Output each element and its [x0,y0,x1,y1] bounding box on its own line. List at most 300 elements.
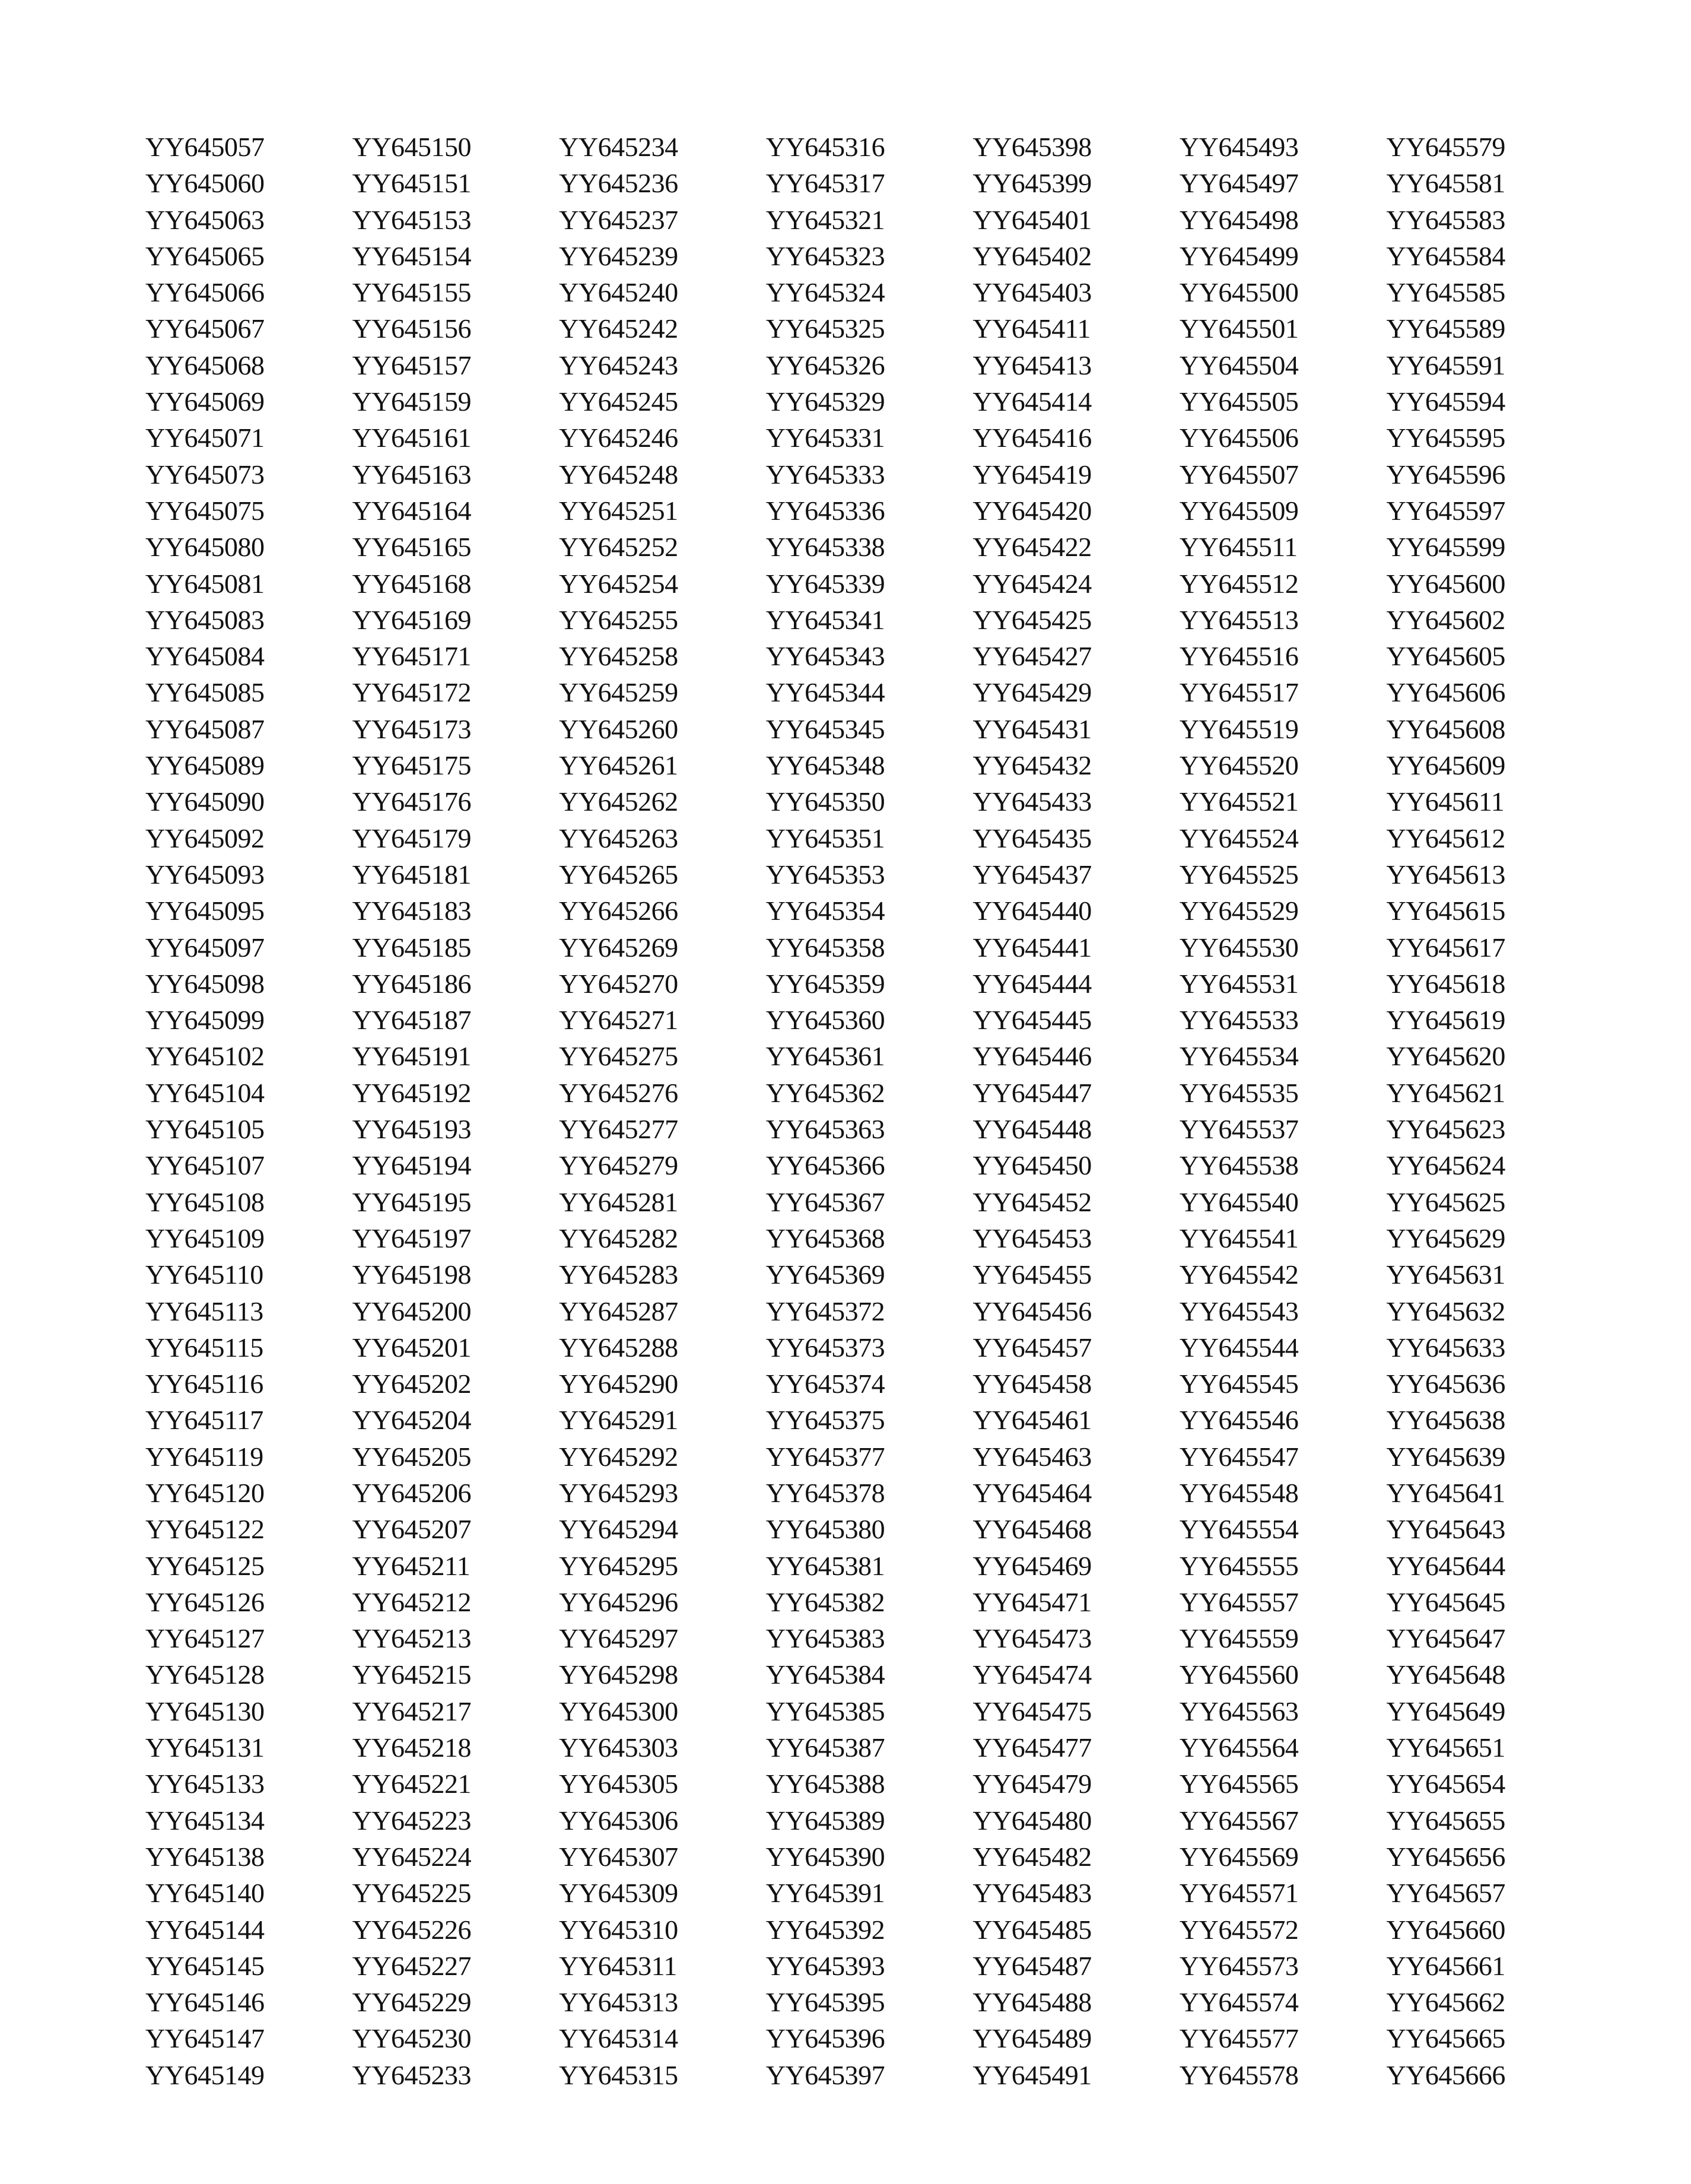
id-entry: YY645130 [145,1696,265,1726]
id-entry: YY645432 [972,750,1092,781]
id-entry: YY645416 [972,423,1092,453]
id-entry: YY645134 [145,1805,265,1836]
id-entry: YY645081 [145,568,265,599]
id-entry: YY645105 [145,1114,265,1145]
id-entry: YY645161 [352,423,472,453]
id-entry: YY645187 [352,1005,472,1036]
id-entry: YY645138 [145,1841,265,1872]
id-entry: YY645230 [352,2023,472,2054]
id-entry: YY645595 [1386,423,1505,453]
id-entry: YY645128 [145,1659,265,1690]
id-entry: YY645296 [559,1586,678,1617]
id-entry: YY645534 [1179,1041,1299,1072]
id-entry: YY645623 [1386,1114,1505,1145]
id-entry: YY645341 [765,604,885,635]
id-entry: YY645276 [559,1077,678,1108]
id-entry: YY645287 [559,1296,678,1326]
id-entry: YY645609 [1386,750,1505,781]
id-entry: YY645452 [972,1186,1092,1217]
id-entry: YY645305 [559,1769,678,1799]
id-entry: YY645531 [1179,968,1299,999]
id-entry: YY645068 [145,350,265,380]
id-entry: YY645339 [765,568,885,599]
id-entry: YY645448 [972,1114,1092,1145]
id-entry: YY645506 [1179,423,1299,453]
id-entry: YY645471 [972,1586,1092,1617]
id-entry: YY645559 [1179,1623,1299,1654]
id-entry: YY645440 [972,896,1092,926]
id-entry: YY645075 [145,495,265,526]
id-entry: YY645541 [1179,1223,1299,1253]
id-entry: YY645511 [1179,532,1298,563]
id-entry: YY645171 [352,641,472,672]
id-entry: YY645480 [972,1805,1092,1836]
id-entry: YY645600 [1386,568,1505,599]
id-entry: YY645191 [352,1041,472,1072]
id-entry: YY645367 [765,1186,885,1217]
id-entry: YY645557 [1179,1586,1299,1617]
id-entry: YY645497 [1179,168,1299,199]
id-entry: YY645647 [1386,1623,1505,1654]
id-entry: YY645479 [972,1769,1092,1799]
id-entry: YY645613 [1386,859,1505,890]
id-column-7 [1386,129,1593,2093]
id-entry: YY645314 [559,2023,678,2054]
id-entry: YY645243 [559,350,678,380]
id-entry: YY645315 [559,2059,678,2090]
id-entry: YY645173 [352,713,472,744]
id-entry: YY645474 [972,1659,1092,1690]
id-entry: YY645644 [1386,1550,1505,1581]
id-entry: YY645487 [972,1950,1092,1981]
id-entry: YY645218 [352,1732,472,1763]
id-entry: YY645444 [972,968,1092,999]
id-entry: YY645309 [559,1878,678,1909]
id-entry: YY645324 [765,277,885,308]
id-entry: YY645313 [559,1987,678,2018]
id-entry: YY645172 [352,677,472,708]
id-entry: YY645234 [559,132,678,162]
id-column-1 [145,129,352,2093]
id-entry: YY645548 [1179,1477,1299,1508]
id-entry: YY645641 [1386,1477,1505,1508]
id-entry: YY645489 [972,2023,1092,2054]
id-entry: YY645457 [972,1332,1092,1363]
id-entry: YY645571 [1179,1878,1299,1909]
id-entry: YY645461 [972,1405,1092,1436]
id-entry: YY645229 [352,1987,472,2018]
id-entry: YY645251 [559,495,678,526]
id-entry: YY645543 [1179,1296,1299,1326]
id-entry: YY645602 [1386,604,1505,635]
id-entry: YY645636 [1386,1369,1505,1399]
id-entry: YY645422 [972,532,1092,563]
id-entry: YY645281 [559,1186,678,1217]
id-entry: YY645385 [765,1696,885,1726]
id-entry: YY645080 [145,532,265,563]
id-entry: YY645131 [145,1732,265,1763]
id-entry: YY645596 [1386,459,1505,490]
id-entry: YY645378 [765,1477,885,1508]
id-entry: YY645211 [352,1550,471,1581]
id-entry: YY645157 [352,350,472,380]
id-entry: YY645469 [972,1550,1092,1581]
id-entry: YY645350 [765,786,885,817]
id-entry: YY645455 [972,1259,1092,1290]
id-entry: YY645140 [145,1878,265,1909]
id-entry: YY645323 [765,240,885,271]
id-entry: YY645066 [145,277,265,308]
id-entry: YY645084 [145,641,265,672]
id-entry: YY645643 [1386,1514,1505,1545]
id-entry: YY645071 [145,423,265,453]
id-entry: YY645212 [352,1586,472,1617]
id-entry: YY645546 [1179,1405,1299,1436]
id-entry: YY645354 [765,896,885,926]
id-entry: YY645435 [972,823,1092,853]
id-entry: YY645329 [765,386,885,417]
id-column-3 [559,129,766,2093]
id-entry: YY645217 [352,1696,472,1726]
id-entry: YY645186 [352,968,472,999]
id-entry: YY645263 [559,823,678,853]
id-entry: YY645475 [972,1696,1092,1726]
id-entry: YY645633 [1386,1332,1505,1363]
id-entry: YY645638 [1386,1405,1505,1436]
id-entry: YY645200 [352,1296,472,1326]
id-entry: YY645358 [765,932,885,963]
id-entry: YY645612 [1386,823,1505,853]
id-entry: YY645433 [972,786,1092,817]
id-entry: YY645657 [1386,1878,1505,1909]
id-entry: YY645168 [352,568,472,599]
id-entry: YY645359 [765,968,885,999]
id-entry: YY645629 [1386,1223,1505,1253]
id-entry: YY645529 [1179,896,1299,926]
id-entry: YY645117 [145,1405,263,1436]
id-entry: YY645303 [559,1732,678,1763]
id-entry: YY645095 [145,896,265,926]
id-entry: YY645204 [352,1405,472,1436]
id-entry: YY645499 [1179,240,1299,271]
id-entry: YY645617 [1386,932,1505,963]
id-entry: YY645377 [765,1441,885,1472]
id-entry: YY645351 [765,823,885,853]
id-entry: YY645538 [1179,1150,1299,1181]
id-entry: YY645621 [1386,1077,1505,1108]
id-entry: YY645597 [1386,495,1505,526]
id-entry: YY645089 [145,750,265,781]
id-entry: YY645060 [145,168,265,199]
id-entry: YY645300 [559,1696,678,1726]
id-entry: YY645321 [765,204,885,235]
id-entry: YY645373 [765,1332,885,1363]
id-entry: YY645254 [559,568,678,599]
id-entry: YY645193 [352,1114,472,1145]
id-entry: YY645175 [352,750,472,781]
id-entry: YY645573 [1179,1950,1299,1981]
id-entry: YY645521 [1179,786,1299,817]
id-entry: YY645631 [1386,1259,1505,1290]
id-entry: YY645429 [972,677,1092,708]
id-entry: YY645485 [972,1914,1092,1945]
id-entry: YY645176 [352,786,472,817]
id-entry: YY645545 [1179,1369,1299,1399]
id-entry: YY645155 [352,277,472,308]
id-entry: YY645164 [352,495,472,526]
id-entry: YY645344 [765,677,885,708]
id-entry: YY645261 [559,750,678,781]
id-entry: YY645427 [972,641,1092,672]
id-entry: YY645656 [1386,1841,1505,1872]
id-entry: YY645295 [559,1550,678,1581]
id-entry: YY645292 [559,1441,678,1472]
id-entry: YY645591 [1386,350,1505,380]
id-entry: YY645120 [145,1477,265,1508]
id-entry: YY645577 [1179,2023,1299,2054]
id-entry: YY645578 [1179,2059,1299,2090]
id-entry: YY645206 [352,1477,472,1508]
id-entry: YY645374 [765,1369,885,1399]
id-entry: YY645236 [559,168,678,199]
id-entry: YY645179 [352,823,472,853]
id-entry: YY645345 [765,713,885,744]
id-entry: YY645425 [972,604,1092,635]
id-entry: YY645564 [1179,1732,1299,1763]
id-entry: YY645144 [145,1914,265,1945]
id-entry: YY645403 [972,277,1092,308]
id-entry: YY645411 [972,313,1091,344]
id-entry: YY645639 [1386,1441,1505,1472]
id-entry: YY645288 [559,1332,678,1363]
id-entry: YY645255 [559,604,678,635]
id-entry: YY645414 [972,386,1092,417]
id-entry: YY645195 [352,1186,472,1217]
id-entry: YY645402 [972,240,1092,271]
id-column-6 [1180,129,1387,2093]
id-list-grid [145,129,1593,2093]
id-entry: YY645085 [145,677,265,708]
id-entry: YY645183 [352,896,472,926]
id-entry: YY645654 [1386,1769,1505,1799]
id-entry: YY645661 [1386,1950,1505,1981]
id-entry: YY645482 [972,1841,1092,1872]
id-entry: YY645572 [1179,1914,1299,1945]
id-entry: YY645205 [352,1441,472,1472]
id-entry: YY645119 [145,1441,263,1472]
id-entry: YY645149 [145,2059,265,2090]
id-entry: YY645317 [765,168,885,199]
id-entry: YY645237 [559,204,678,235]
id-entry: YY645651 [1386,1732,1505,1763]
id-entry: YY645387 [765,1732,885,1763]
id-entry: YY645107 [145,1150,265,1181]
id-entry: YY645544 [1179,1332,1299,1363]
id-entry: YY645242 [559,313,678,344]
id-entry: YY645535 [1179,1077,1299,1108]
id-entry: YY645401 [972,204,1092,235]
id-entry: YY645201 [352,1332,472,1363]
id-entry: YY645655 [1386,1805,1505,1836]
id-entry: YY645333 [765,459,885,490]
id-entry: YY645361 [765,1041,885,1072]
id-entry: YY645513 [1179,604,1299,635]
id-entry: YY645156 [352,313,472,344]
id-entry: YY645583 [1386,204,1505,235]
id-entry: YY645569 [1179,1841,1299,1872]
id-entry: YY645125 [145,1550,265,1581]
id-entry: YY645169 [352,604,472,635]
id-entry: YY645197 [352,1223,472,1253]
id-entry: YY645392 [765,1914,885,1945]
id-entry: YY645271 [559,1005,678,1036]
id-entry: YY645115 [145,1332,263,1363]
id-entry: YY645660 [1386,1914,1505,1945]
id-entry: YY645500 [1179,277,1299,308]
id-entry: YY645395 [765,1987,885,2018]
id-entry: YY645226 [352,1914,472,1945]
id-entry: YY645279 [559,1150,678,1181]
id-entry: YY645390 [765,1841,885,1872]
id-entry: YY645116 [145,1369,263,1399]
id-entry: YY645368 [765,1223,885,1253]
id-entry: YY645662 [1386,1987,1505,2018]
id-entry: YY645099 [145,1005,265,1036]
id-entry: YY645265 [559,859,678,890]
id-entry: YY645649 [1386,1696,1505,1726]
id-entry: YY645389 [765,1805,885,1836]
id-entry: YY645473 [972,1623,1092,1654]
id-entry: YY645297 [559,1623,678,1654]
id-entry: YY645606 [1386,677,1505,708]
id-entry: YY645163 [352,459,472,490]
id-entry: YY645488 [972,1987,1092,2018]
id-entry: YY645520 [1179,750,1299,781]
id-entry: YY645624 [1386,1150,1505,1181]
id-entry: YY645666 [1386,2059,1505,2090]
id-entry: YY645382 [765,1586,885,1617]
id-entry: YY645087 [145,713,265,744]
id-entry: YY645517 [1179,677,1299,708]
id-entry: YY645262 [559,786,678,817]
id-column-5 [972,129,1180,2093]
id-entry: YY645159 [352,386,472,417]
id-entry: YY645090 [145,786,265,817]
id-entry: YY645483 [972,1878,1092,1909]
id-entry: YY645213 [352,1623,472,1654]
id-entry: YY645599 [1386,532,1505,563]
id-entry: YY645245 [559,386,678,417]
id-entry: YY645505 [1179,386,1299,417]
id-entry: YY645122 [145,1514,265,1545]
id-entry: YY645266 [559,896,678,926]
id-entry: YY645468 [972,1514,1092,1545]
id-entry: YY645270 [559,968,678,999]
id-entry: YY645477 [972,1732,1092,1763]
id-entry: YY645525 [1179,859,1299,890]
id-entry: YY645366 [765,1150,885,1181]
id-entry: YY645540 [1179,1186,1299,1217]
id-entry: YY645260 [559,713,678,744]
id-entry: YY645104 [145,1077,265,1108]
id-column-2 [352,129,560,2093]
id-entry: YY645565 [1179,1769,1299,1799]
id-entry: YY645491 [972,2059,1092,2090]
id-entry: YY645353 [765,859,885,890]
id-entry: YY645554 [1179,1514,1299,1545]
id-entry: YY645519 [1179,713,1299,744]
id-entry: YY645325 [765,313,885,344]
id-entry: YY645093 [145,859,265,890]
id-entry: YY645441 [972,932,1092,963]
id-entry: YY645512 [1179,568,1299,599]
id-entry: YY645446 [972,1041,1092,1072]
id-entry: YY645555 [1179,1550,1299,1581]
id-entry: YY645563 [1179,1696,1299,1726]
id-entry: YY645225 [352,1878,472,1909]
id-entry: YY645581 [1386,168,1505,199]
id-entry: YY645316 [765,132,885,162]
id-entry: YY645388 [765,1769,885,1799]
id-entry: YY645450 [972,1150,1092,1181]
id-entry: YY645097 [145,932,265,963]
id-entry: YY645133 [145,1769,265,1799]
id-entry: YY645202 [352,1369,472,1399]
id-entry: YY645306 [559,1805,678,1836]
id-entry: YY645383 [765,1623,885,1654]
id-entry: YY645507 [1179,459,1299,490]
id-entry: YY645413 [972,350,1092,380]
id-entry: YY645110 [145,1259,263,1290]
id-entry: YY645294 [559,1514,678,1545]
id-entry: YY645282 [559,1223,678,1253]
id-entry: YY645194 [352,1150,472,1181]
id-entry: YY645375 [765,1405,885,1436]
id-entry: YY645127 [145,1623,265,1654]
id-entry: YY645069 [145,386,265,417]
id-entry: YY645145 [145,1950,265,1981]
id-entry: YY645533 [1179,1005,1299,1036]
id-entry: YY645530 [1179,932,1299,963]
id-entry: YY645605 [1386,641,1505,672]
id-entry: YY645338 [765,532,885,563]
id-entry: YY645399 [972,168,1092,199]
id-entry: YY645348 [765,750,885,781]
id-entry: YY645298 [559,1659,678,1690]
id-entry: YY645252 [559,532,678,563]
id-entry: YY645360 [765,1005,885,1036]
id-entry: YY645463 [972,1441,1092,1472]
id-entry: YY645113 [145,1296,263,1326]
id-entry: YY645307 [559,1841,678,1872]
id-entry: YY645464 [972,1477,1092,1508]
id-entry: YY645150 [352,132,472,162]
id-entry: YY645275 [559,1041,678,1072]
id-entry: YY645126 [145,1586,265,1617]
id-entry: YY645380 [765,1514,885,1545]
id-entry: YY645585 [1386,277,1505,308]
id-entry: YY645516 [1179,641,1299,672]
id-column-4 [766,129,973,2093]
id-entry: YY645420 [972,495,1092,526]
id-entry: YY645098 [145,968,265,999]
id-entry: YY645057 [145,132,265,162]
id-entry: YY645343 [765,641,885,672]
id-entry: YY645233 [352,2059,472,2090]
id-entry: YY645537 [1179,1114,1299,1145]
id-entry: YY645619 [1386,1005,1505,1036]
id-entry: YY645608 [1386,713,1505,744]
